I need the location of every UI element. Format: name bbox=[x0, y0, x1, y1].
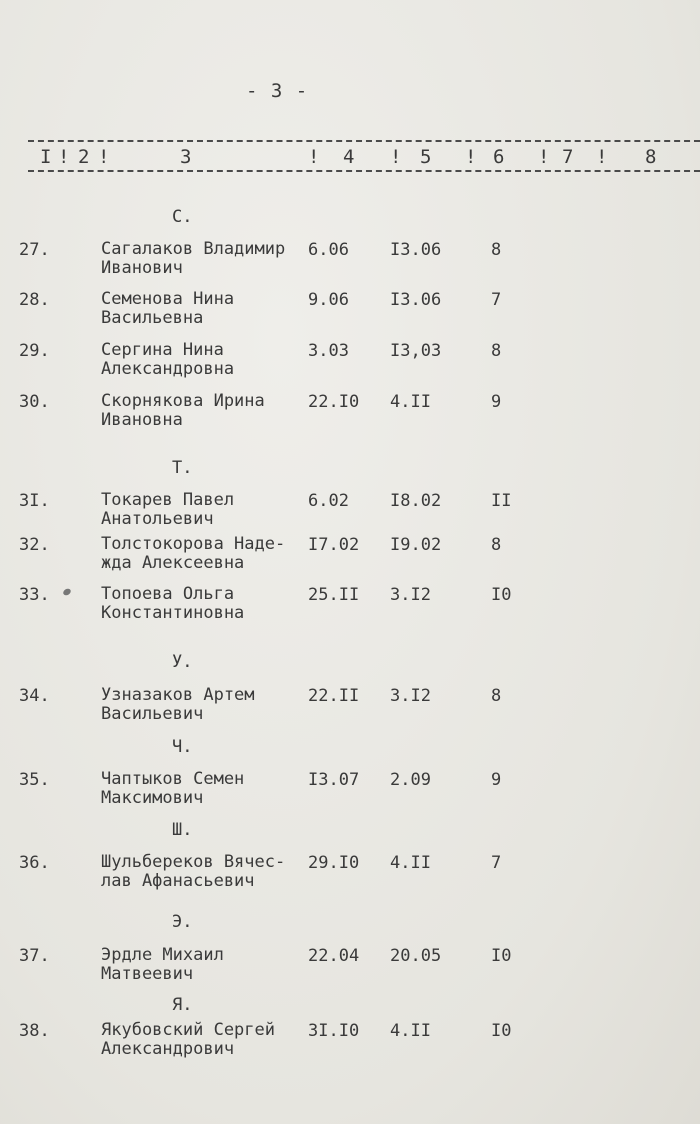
person-name: Узназаков Артем Васильевич bbox=[101, 685, 255, 724]
col4-date: 25.II bbox=[308, 585, 360, 605]
person-name: Токарев Павел Анатольевич bbox=[101, 490, 235, 529]
person-name: Сергина Нина Александровна bbox=[101, 340, 235, 379]
person-name: Сагалаков Владимир Иванович bbox=[101, 239, 286, 278]
row-number: 32. bbox=[19, 535, 50, 555]
col6-value: 8 bbox=[491, 686, 502, 706]
row-number: 38. bbox=[19, 1021, 50, 1041]
col6-value: 7 bbox=[491, 853, 502, 873]
header-col-6: 6 bbox=[493, 146, 505, 168]
col5-date: 2.09 bbox=[390, 770, 431, 790]
col6-value: 8 bbox=[491, 341, 502, 361]
col4-date: I3.07 bbox=[308, 770, 360, 790]
col5-date: 3.I2 bbox=[390, 585, 431, 605]
col4-date: 6.06 bbox=[308, 240, 349, 260]
person-name: Толстокорова Наде- жда Алексеевна bbox=[101, 534, 286, 573]
header-col-5: 5 bbox=[420, 146, 432, 168]
header-col-1: I bbox=[40, 146, 52, 168]
row-number: 3I. bbox=[19, 491, 50, 511]
header-bottom-rule bbox=[28, 170, 700, 172]
section-letter: Т. bbox=[172, 458, 193, 478]
col6-value: 7 bbox=[491, 290, 502, 310]
col4-date: 3.03 bbox=[308, 341, 349, 361]
header-col-8: 8 bbox=[645, 146, 657, 168]
col5-date: 4.II bbox=[390, 392, 431, 412]
col6-value: II bbox=[491, 491, 512, 511]
person-name: Семенова Нина Васильевна bbox=[101, 289, 235, 328]
header-sep-5: ! bbox=[465, 146, 477, 168]
col6-value: 9 bbox=[491, 770, 502, 790]
col4-date: 29.I0 bbox=[308, 853, 360, 873]
section-letter: Ч. bbox=[172, 737, 193, 757]
col6-value: I0 bbox=[491, 946, 512, 966]
row-number: 29. bbox=[19, 341, 50, 361]
col4-date: 9.06 bbox=[308, 290, 349, 310]
row-number: 30. bbox=[19, 392, 50, 412]
col6-value: I0 bbox=[491, 585, 512, 605]
page-number: - 3 - bbox=[246, 80, 309, 102]
row-number: 37. bbox=[19, 946, 50, 966]
row-number: 34. bbox=[19, 686, 50, 706]
header-col-4: 4 bbox=[343, 146, 355, 168]
col5-date: I3.06 bbox=[390, 240, 442, 260]
col5-date: 4.II bbox=[390, 1021, 431, 1041]
col4-date: 22.I0 bbox=[308, 392, 360, 412]
person-name: Эрдле Михаил Матвеевич bbox=[101, 945, 224, 984]
col4-date: 22.04 bbox=[308, 946, 360, 966]
col5-date: 4.II bbox=[390, 853, 431, 873]
header-top-rule bbox=[28, 140, 700, 142]
section-letter: У. bbox=[172, 652, 193, 672]
section-letter: Я. bbox=[172, 995, 193, 1015]
col6-value: 9 bbox=[491, 392, 502, 412]
row-number: 27. bbox=[19, 240, 50, 260]
section-letter: С. bbox=[172, 207, 193, 227]
header-sep-1: ! bbox=[58, 146, 70, 168]
row-number: 28. bbox=[19, 290, 50, 310]
col5-date: 20.05 bbox=[390, 946, 442, 966]
header-col-3: 3 bbox=[180, 146, 192, 168]
person-name: Скорнякова Ирина Ивановна bbox=[101, 391, 265, 430]
col6-value: 8 bbox=[491, 240, 502, 260]
header-col-2: 2 bbox=[78, 146, 90, 168]
header-sep-3: ! bbox=[308, 146, 320, 168]
header-sep-2: ! bbox=[98, 146, 110, 168]
person-name: Топоева Ольга Константиновна bbox=[101, 584, 245, 623]
col5-date: I3.06 bbox=[390, 290, 442, 310]
col5-date: I3,03 bbox=[390, 341, 442, 361]
col4-date: 22.II bbox=[308, 686, 360, 706]
person-name: Шульбереков Вячес- лав Афанасьевич bbox=[101, 852, 286, 891]
header-sep-6: ! bbox=[538, 146, 550, 168]
header-sep-7: ! bbox=[596, 146, 608, 168]
ink-blot bbox=[62, 587, 72, 596]
col4-date: 6.02 bbox=[308, 491, 349, 511]
col5-date: I9.02 bbox=[390, 535, 442, 555]
col6-value: I0 bbox=[491, 1021, 512, 1041]
header-sep-4: ! bbox=[390, 146, 402, 168]
row-number: 36. bbox=[19, 853, 50, 873]
row-number: 33. bbox=[19, 585, 50, 605]
header-col-7: 7 bbox=[562, 146, 574, 168]
person-name: Якубовский Сергей Александрович bbox=[101, 1020, 275, 1059]
row-number: 35. bbox=[19, 770, 50, 790]
col5-date: I8.02 bbox=[390, 491, 442, 511]
section-letter: Ш. bbox=[172, 820, 193, 840]
col6-value: 8 bbox=[491, 535, 502, 555]
col5-date: 3.I2 bbox=[390, 686, 431, 706]
col4-date: I7.02 bbox=[308, 535, 360, 555]
section-letter: Э. bbox=[172, 912, 193, 932]
col4-date: 3I.I0 bbox=[308, 1021, 360, 1041]
person-name: Чаптыков Семен Максимович bbox=[101, 769, 245, 808]
